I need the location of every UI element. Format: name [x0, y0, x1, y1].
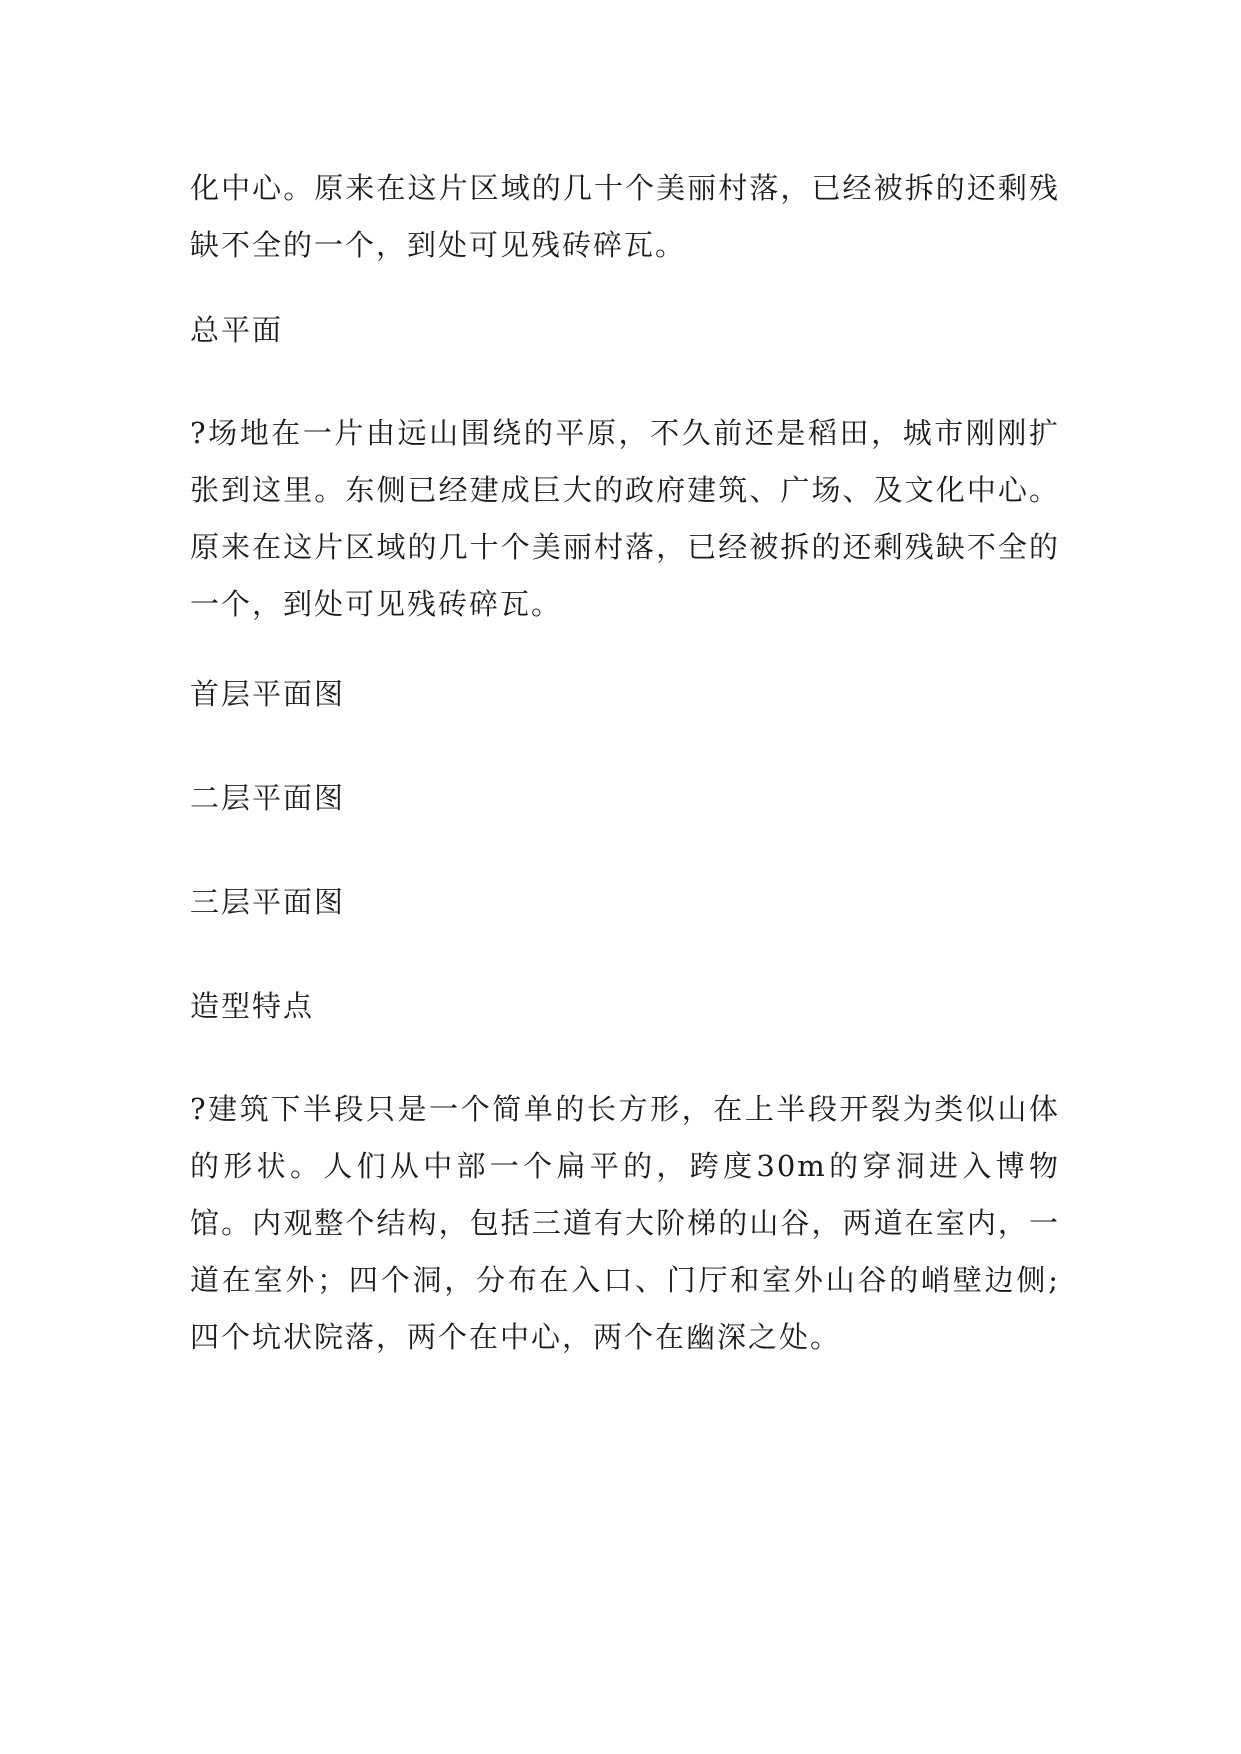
paragraph-intro-end [190, 160, 1060, 274]
heading-form-features [190, 978, 1060, 1035]
heading-text: 总平面 [190, 313, 284, 347]
heading-text: 三层平面图 [190, 885, 346, 919]
heading-third-floor-plan [190, 874, 1060, 931]
heading-text: 造型特点 [190, 989, 315, 1023]
paragraph-site-description [190, 405, 1060, 633]
paragraph-text: ?场地在一片由远山围绕的平原，不久前还是稻田，城市刚刚扩张到这里。东侧已经建成巨大的政府建筑、广场、及文化中心。原来在这片区域的几十个美丽村落，已经被拆的还剩残缺不全的一个，到处可见残砖碎瓦。 [190, 416, 1060, 621]
heading-text: 二层平面图 [190, 781, 346, 815]
paragraph-text: 化中心。原来在这片区域的几十个美丽村落，已经被拆的还剩残缺不全的一个，到处可见残砖碎瓦。 [190, 171, 1060, 262]
heading-second-floor-plan [190, 770, 1060, 827]
heading-site-plan [190, 302, 1060, 359]
paragraph-text: ?建筑下半段只是一个简单的长方形，在上半段开裂为类似山体的形状。人们从中部一个扁平的，跨度30m的穿洞进入博物馆。内观整个结构，包括三道有大阶梯的山谷，两道在室内，一道在室外；四个洞，分布在入口、门厅和室外山谷的峭壁边侧;四个坑状院落，两个在中心，两个在幽深之处。 [190, 1092, 1060, 1354]
heading-text: 首层平面图 [190, 677, 346, 711]
heading-ground-floor-plan [190, 666, 1060, 723]
paragraph-form-description [190, 1081, 1060, 1366]
